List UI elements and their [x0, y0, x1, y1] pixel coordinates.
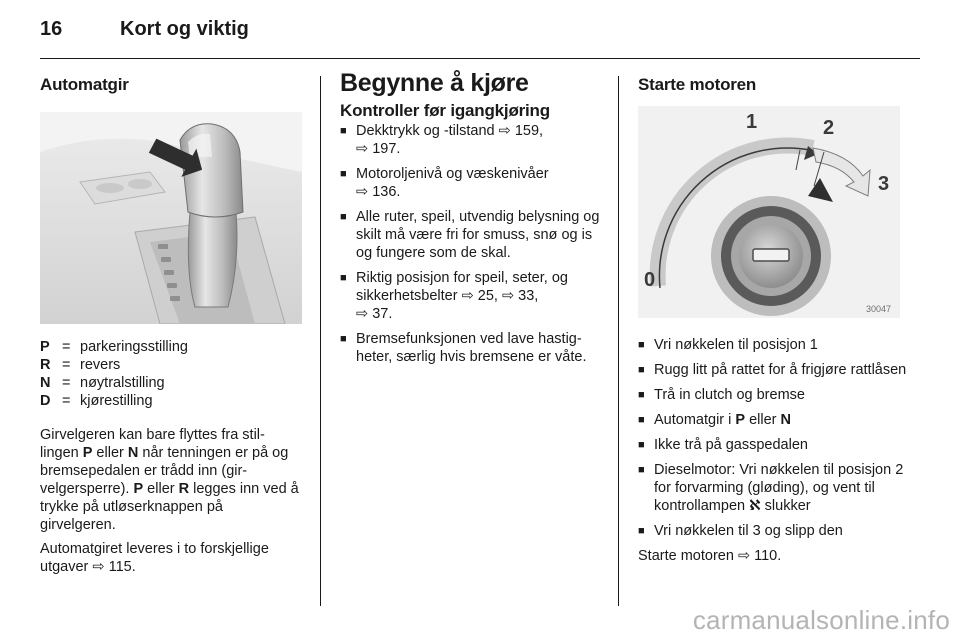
page-reference-icon: ⇨: [501, 288, 515, 304]
page-reference[interactable]: 159,: [514, 123, 544, 139]
column-starte-motoren: [638, 70, 910, 565]
legend-equals: =: [62, 357, 71, 373]
chapter-title: Kort og viktig: [120, 18, 249, 40]
page-reference[interactable]: 197.: [372, 141, 401, 157]
gear-selector-illustration: [40, 112, 302, 324]
text-run: Vri nøkkelen til 3 og slipp den: [654, 523, 843, 539]
column-divider-right: [618, 76, 619, 606]
legend-equals: =: [62, 393, 71, 409]
ignition-illustration: [638, 106, 900, 318]
list-item: [638, 436, 910, 454]
position-label-0: 0: [644, 269, 656, 291]
paragraph-versions: [40, 540, 302, 576]
page-reference-icon: ⇨: [356, 184, 369, 200]
legend-key: R: [40, 357, 51, 373]
text-run: Dekktrykk og -tilstand: [356, 123, 499, 139]
legend-key: N: [40, 375, 51, 391]
list-item: [638, 361, 910, 379]
list-item: [638, 461, 910, 515]
column-begynne-a-kjore: [340, 70, 608, 373]
page-header: [40, 18, 920, 48]
list-item: [340, 208, 608, 262]
legend-text: kjørestilling: [80, 393, 153, 409]
position-label-3: 3: [878, 173, 890, 195]
legend-row-d: [40, 392, 302, 410]
text-run: Vri nøkkelen til posisjon 1: [654, 337, 818, 353]
text-run: Motoroljenivå og væskenivåer: [356, 166, 549, 182]
list-item: [340, 165, 608, 201]
footer-reference: [638, 547, 910, 565]
list-item: [638, 336, 910, 354]
glow-plug-icon: ℵ: [749, 498, 761, 514]
subsection-title-kontroller: Kontroller før igangkjøring: [340, 101, 550, 120]
page-reference-icon: ⇨: [461, 288, 474, 304]
page-reference[interactable]: 33,: [518, 288, 539, 304]
text-run: Rugg litt på rattet for å frigjøre rattlåsen: [654, 362, 907, 378]
section-title-starte: Starte motoren: [638, 75, 757, 94]
gear-selector-drawing: [40, 112, 302, 324]
gear-letter: N: [780, 412, 792, 428]
text-run: Dieselmotor: Vri nøkkelen til posisjon 2 for forvarming (gløding), og vent til kontrollampen: [654, 462, 904, 514]
text-run: slukker: [760, 498, 811, 514]
legend-equals: =: [62, 339, 71, 355]
text-run: Automatgir i: [654, 412, 736, 428]
text-run: Trå in clutch og bremse: [654, 387, 805, 403]
text-run: Alle ruter, speil, utvendig belysning og skilt må være fri for smuss, snø og is og fungere som de skal.: [356, 209, 600, 261]
gear-letter: N: [127, 445, 139, 461]
legend-text: nøytralstilling: [80, 375, 165, 391]
page-reference-icon: ⇨: [498, 123, 511, 139]
watermark: carmanualsonline.info: [692, 605, 950, 635]
list-item: [638, 411, 910, 429]
section-title-automatgir: Automatgir: [40, 75, 129, 94]
figure-code: 30047: [866, 304, 892, 314]
section-title-begynne: Begynne å kjøre: [340, 69, 529, 97]
list-item: [638, 386, 910, 404]
legend-row-p: [40, 338, 302, 356]
legend-row-n: [40, 374, 302, 392]
page-reference-icon: ⇨: [356, 141, 369, 157]
gear-letter: P: [133, 481, 144, 497]
legend-key: D: [40, 393, 51, 409]
legend-text: revers: [80, 357, 121, 373]
text-run: Ikke trå på gasspedalen: [654, 437, 808, 453]
gear-legend: [40, 338, 302, 410]
page-reference[interactable]: 25,: [477, 288, 502, 304]
page-reference-icon: ⇨: [737, 548, 751, 564]
page-reference[interactable]: 37.: [372, 306, 393, 322]
header-rule: [40, 58, 920, 59]
gear-letter: P: [735, 412, 746, 428]
page-reference-icon: ⇨: [356, 306, 369, 322]
text-run: når tenningen er på og bremsepedalen er trådd inn (gir-velgersperre).: [40, 445, 289, 497]
legend-text: parkeringsstilling: [80, 339, 188, 355]
page-number: 16: [40, 18, 63, 40]
text-run: eller: [143, 481, 179, 497]
page-reference[interactable]: 110.: [754, 548, 782, 564]
list-item: [340, 269, 608, 323]
legend-key: P: [40, 339, 50, 355]
legend-row-r: [40, 356, 302, 374]
position-label-2: 2: [823, 117, 835, 139]
page-reference[interactable]: 136.: [372, 184, 401, 200]
gear-letter: R: [178, 481, 190, 497]
text-run: eller: [92, 445, 128, 461]
legend-equals: =: [62, 375, 71, 391]
page-reference[interactable]: 115.: [108, 559, 136, 575]
text-run: legges inn ved å trykke på utløserknappen på girvelgeren.: [40, 481, 299, 533]
text-run: eller: [745, 412, 781, 428]
list-item: [340, 330, 608, 366]
column-divider-left: [320, 76, 321, 606]
text-run: Bremsefunksjonen ved lave hastig-heter, særlig hvis bremsene er våte.: [356, 331, 587, 365]
list-item: [638, 522, 910, 540]
gear-letter: P: [82, 445, 93, 461]
position-label-1: 1: [746, 111, 758, 133]
column-automatgir: [40, 70, 302, 576]
text-run: Starte motoren: [638, 548, 738, 564]
start-steps: [638, 336, 910, 540]
text-run: Riktig posisjon for speil, seter, og sikkerhetsbelter: [356, 270, 568, 304]
text-run: Automatgiret leveres i to forskjellige utgaver: [40, 541, 269, 575]
page-reference-icon: ⇨: [92, 559, 105, 575]
list-item: [340, 122, 608, 158]
text-run: Girvelgeren kan bare flyttes fra stil-lingen: [40, 427, 265, 461]
paragraph-gear-lock: [40, 426, 302, 534]
checklist: [340, 122, 608, 366]
ignition-drawing: [638, 106, 900, 318]
